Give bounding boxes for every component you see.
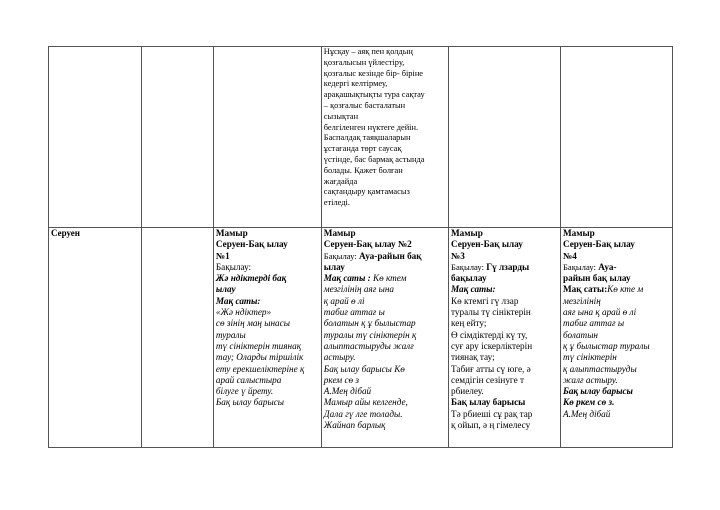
card-line: жалғ астыру. <box>562 374 618 385</box>
card-line: болатын <box>562 329 598 340</box>
card-line: тү сініктерін тиянақ <box>215 340 301 351</box>
card-line: райын бақ ылау <box>562 273 631 284</box>
card-line: «Жә ндіктер» <box>215 307 272 318</box>
card-line: Бақ ылау барысы <box>451 397 526 408</box>
card-line: Мақ саты : Кө ктем <box>323 273 407 284</box>
empty-cell <box>560 47 672 228</box>
card-line: №1 <box>215 250 230 261</box>
instruction-text <box>324 47 446 209</box>
card-line: Серуен-Бақ ылау <box>562 239 635 250</box>
card-line: Мақ саты: <box>215 295 261 306</box>
card-line: Бақ ылау барысы <box>215 397 285 408</box>
observation-card-1 <box>213 228 321 448</box>
card-line: Дала гү лге толады. <box>323 408 403 419</box>
card-line: болатын қ ұ былыстар <box>323 318 416 329</box>
card-line: тиянақ тау; <box>451 352 495 363</box>
card-line: туралы тү сініктерін <box>451 307 531 318</box>
card-line: Бақылау: Ауа-райын бақ <box>323 250 422 261</box>
instruction-line: арақашықтықты тура сақтау <box>323 90 425 100</box>
card-line: арай салыстыра <box>215 374 282 385</box>
card-line: Бақ ылау барысы Кө <box>323 363 405 374</box>
schedule-table <box>48 46 673 448</box>
instruction-line: сызықтан <box>323 111 359 121</box>
observation-card-2 <box>321 228 448 448</box>
instruction-line: болады. Қажет болған <box>323 165 403 175</box>
card-line: Мамыр <box>215 228 248 238</box>
row-label: Серуен <box>49 228 142 448</box>
card-line: Бақ ылау барысы <box>562 386 633 397</box>
card-line: қ арай ө лі <box>323 295 365 306</box>
card-line: рбиелеу. <box>451 386 484 397</box>
card-line: астыру. <box>323 352 356 363</box>
card-line: қ алыптастыруды <box>562 363 637 374</box>
observation-card-4 <box>560 228 672 448</box>
instruction-line: етіледі. <box>323 198 350 208</box>
empty-cell <box>449 47 561 228</box>
card-line: Серуен-Бақ ылау <box>451 239 523 250</box>
card-line: ету ерекшеліктеріне қ <box>215 363 305 374</box>
card-line: Мамыр <box>562 228 595 238</box>
card-line: туралы тү сініктерін қ <box>323 329 417 340</box>
card-line: мезгілінің <box>562 295 601 306</box>
instruction-cell <box>321 47 448 228</box>
card-line: алыптастыруды жалғ <box>323 340 414 351</box>
card-line: қ ұ былыстар туралы <box>562 340 650 351</box>
instruction-line: үстінде, бас бармақ астында <box>323 154 425 164</box>
card-line: А.Мең дібай <box>562 408 611 419</box>
card-line: тау; Оларды тіршілік <box>215 352 304 363</box>
table-row <box>49 228 673 448</box>
instruction-line: сақтандыру қамтамасыз <box>323 187 410 197</box>
instruction-line: белгіленген нүктеге дейін. <box>323 122 419 132</box>
instruction-line: кедергі келтірмеу, <box>323 79 388 89</box>
card-line: табиғ аттағ ы <box>323 307 385 318</box>
card-line: аяғ ына қ арай ө лі <box>562 307 637 318</box>
card-line: Бақылау: Гү лзарды <box>451 261 530 272</box>
card-line: Мамыр <box>451 228 483 238</box>
card-line: ркем сө з <box>323 374 360 385</box>
card-line: Кө ктемгі гү лзар <box>451 295 519 306</box>
instruction-line: жағдайда <box>323 176 358 186</box>
card-line: мезгілінің аяғ ына <box>323 284 394 295</box>
card-line: №3 <box>451 250 465 261</box>
card-line: Жайнап барлық <box>323 420 386 431</box>
card-line: Мақ саты: <box>451 284 496 295</box>
card-line: Жә ндіктерді бақ <box>215 273 287 284</box>
table-row <box>49 47 673 228</box>
card-line: Табиғ атты сү юге, ә <box>451 363 531 374</box>
card-line: семдігін сезінуге т <box>451 374 524 385</box>
card-line: суғ ару іскерліктерін <box>451 340 533 351</box>
card-line: Серуен-Бақ ылау <box>215 239 288 250</box>
instruction-line: – қозғалыс басталатын <box>323 100 406 110</box>
empty-cell <box>141 228 213 448</box>
instruction-line: қозғалысын үйлестіру, <box>323 57 405 67</box>
card-line: табиғ аттағ ы <box>562 318 625 329</box>
observation-card-3 <box>449 228 561 448</box>
card-line: Мақ саты:Кө кте м <box>562 284 644 295</box>
card-line: Ө сімдіктерді кү ту, <box>451 329 528 340</box>
card-line: сө зінің маң ынасы <box>215 318 290 329</box>
card-line: кең ейту; <box>451 318 487 329</box>
empty-cell <box>213 47 321 228</box>
card-line: ылау <box>215 284 236 295</box>
card-line: бақылау <box>451 273 487 284</box>
card-line: қ ойып, ә ң гімелесу <box>451 420 531 431</box>
instruction-line: ұстағанда төрт саусақ <box>323 144 402 154</box>
card-line: №4 <box>562 250 577 261</box>
card-line: Бақылау: Ауа- <box>562 261 617 272</box>
empty-cell <box>49 47 142 228</box>
card-line: тү сініктерін <box>562 352 617 363</box>
card-line: Тә рбиеші сұ рақ тар <box>451 408 533 419</box>
card-line: Мамыр айы келгенде, <box>323 397 408 408</box>
card-line: Серуен-Бақ ылау №2 <box>323 239 412 250</box>
card-line: Кө ркем сө з. <box>562 397 615 408</box>
instruction-line: қозғалыс кезінде бір- біріне <box>323 68 424 78</box>
instruction-line: Нұсқау – аяқ пен қолдың <box>323 47 413 56</box>
card-line: ылау <box>323 261 345 272</box>
card-line: туралы <box>215 329 246 340</box>
empty-cell <box>141 47 213 228</box>
instruction-line: Баспалдақ таяқшаларын <box>323 133 411 143</box>
card-line: А.Мең дібай <box>323 386 372 397</box>
card-line: Бақылау: <box>215 261 252 272</box>
card-line: Мамыр <box>323 228 356 238</box>
card-line: білуге ү йрету. <box>215 386 274 397</box>
